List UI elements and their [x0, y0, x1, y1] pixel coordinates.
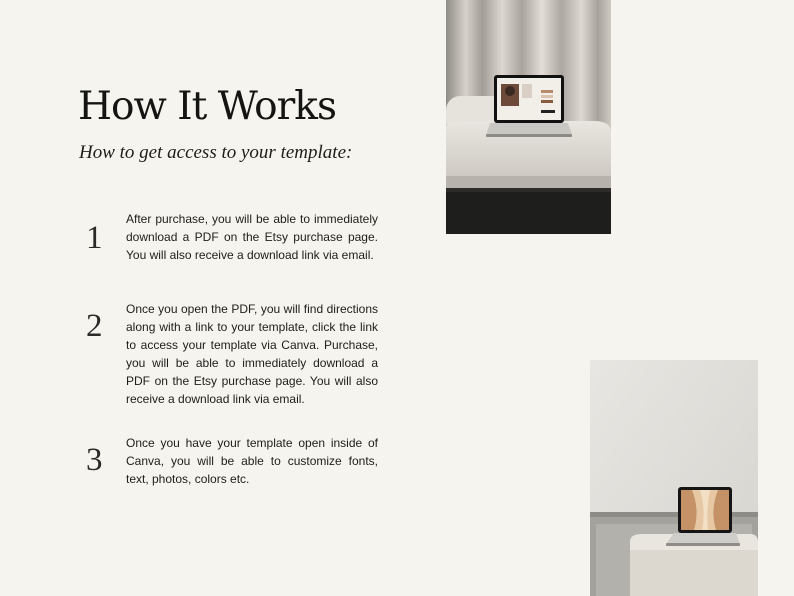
step-number: 2	[86, 308, 103, 344]
page-title: How It Works	[78, 84, 336, 129]
step-description: Once you have your template open inside of Canva, you will be able to customize fonts, text, photos, colors etc.	[126, 436, 378, 486]
page-subtitle: How to get access to your template:	[79, 142, 353, 163]
laptop-on-ottoman-photo	[590, 360, 758, 596]
step-description: After purchase, you will be able to immediately download a PDF on the Etsy purchase page. You will also receive a download link via email.	[126, 212, 378, 262]
laptop-on-ottoman-image	[590, 360, 758, 596]
step-number: 1	[86, 220, 103, 256]
step-number: 3	[86, 442, 103, 478]
laptop-on-sofa-photo	[446, 0, 611, 234]
laptop-on-sofa-image	[446, 0, 611, 234]
step-description: Once you open the PDF, you will find directions along with a link to your template, click the link to access your template via Canva. Purchase, you will be able to immediately download a PDF on the Etsy purchase page. You will also receive a download link via email.	[126, 302, 378, 406]
